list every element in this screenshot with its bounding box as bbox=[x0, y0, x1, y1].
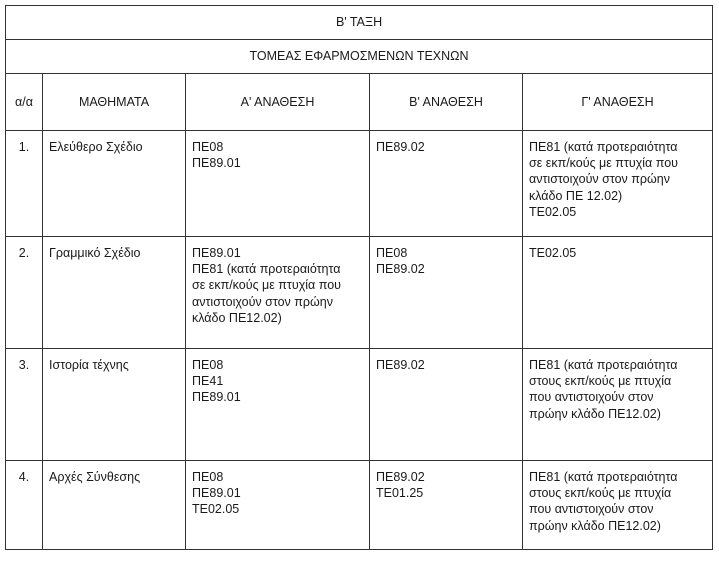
subject-cell: Αρχές Σύνθεσης bbox=[43, 461, 186, 550]
header-row bbox=[6, 74, 713, 131]
assignment-table bbox=[5, 5, 713, 550]
cell-line: ΠΕ81 (κατά προτεραιότητα bbox=[192, 262, 341, 277]
cell-line: κλάδο ΠΕ12.02) bbox=[192, 310, 282, 325]
cell-line: στους εκπ/κούς με πτυχία bbox=[529, 374, 672, 389]
cell-line: ΤΕ02.05 bbox=[192, 502, 240, 517]
header-third-assignment: Γ' ΑΝΑΘΕΣΗ bbox=[523, 74, 713, 131]
first-assignment-cell bbox=[186, 237, 370, 349]
row-number: 2. bbox=[6, 237, 43, 349]
first-assignment-cell bbox=[186, 461, 370, 550]
sector-title: ΤΟΜΕΑΣ ΕΦΑΡΜΟΣΜΕΝΩΝ ΤΕΧΝΩΝ bbox=[6, 40, 713, 74]
cell-line: πρώην κλάδο ΠΕ12.02) bbox=[529, 518, 661, 533]
cell-line: ΠΕ89.02 bbox=[376, 140, 425, 154]
second-assignment-cell bbox=[370, 131, 523, 237]
cell-line: ΠΕ08 bbox=[192, 470, 224, 484]
second-assignment-cell bbox=[370, 461, 523, 550]
cell-line: σε εκπ/κούς με πτυχία που bbox=[192, 278, 341, 293]
cell-line: που αντιστοιχούν στον bbox=[529, 502, 654, 517]
subject-cell: Ιστορία τέχνης bbox=[43, 349, 186, 461]
cell-line: ΠΕ41 bbox=[192, 374, 224, 389]
cell-line: ΤΕ02.05 bbox=[529, 246, 577, 260]
class-title: Β' ΤΑΞΗ bbox=[6, 6, 713, 40]
subject-cell: Ελεύθερο Σχέδιο bbox=[43, 131, 186, 237]
second-assignment-cell bbox=[370, 237, 523, 349]
cell-line: κλάδο ΠΕ 12.02) bbox=[529, 188, 623, 203]
cell-line: αντιστοιχούν στον πρώην bbox=[529, 172, 670, 187]
table-row bbox=[6, 461, 713, 550]
cell-line: ΠΕ89.02 bbox=[376, 358, 425, 372]
cell-line: πρώην κλάδο ΠΕ12.02) bbox=[529, 406, 661, 421]
second-assignment-cell bbox=[370, 349, 523, 461]
table-row bbox=[6, 237, 713, 349]
row-number: 4. bbox=[6, 461, 43, 550]
sector-title-row bbox=[6, 40, 713, 74]
cell-line: ΠΕ81 (κατά προτεραιότητα bbox=[529, 140, 678, 154]
cell-line: ΠΕ89.02 bbox=[376, 470, 425, 484]
header-index: α/α bbox=[6, 74, 43, 131]
table-row bbox=[6, 131, 713, 237]
cell-line: ΤΕ02.05 bbox=[529, 204, 577, 219]
third-assignment-cell bbox=[523, 349, 713, 461]
cell-line: στους εκπ/κούς με πτυχία bbox=[529, 486, 672, 501]
cell-line: ΠΕ89.01 bbox=[192, 486, 241, 501]
cell-line: ΠΕ81 (κατά προτεραιότητα bbox=[529, 358, 678, 372]
header-subjects: ΜΑΘΗΜΑΤΑ bbox=[43, 74, 186, 131]
header-second-assignment: Β' ΑΝΑΘΕΣΗ bbox=[370, 74, 523, 131]
first-assignment-cell bbox=[186, 349, 370, 461]
first-assignment-cell bbox=[186, 131, 370, 237]
cell-line: αντιστοιχούν στον πρώην bbox=[192, 294, 333, 309]
subject-cell: Γραμμικό Σχέδιο bbox=[43, 237, 186, 349]
cell-line: ΠΕ08 bbox=[192, 140, 224, 154]
cell-line: ΠΕ08 bbox=[192, 358, 224, 372]
cell-line: ΠΕ81 (κατά προτεραιότητα bbox=[529, 470, 678, 484]
third-assignment-cell bbox=[523, 237, 713, 349]
third-assignment-cell bbox=[523, 131, 713, 237]
row-number: 3. bbox=[6, 349, 43, 461]
cell-line: ΠΕ89.01 bbox=[192, 156, 241, 171]
third-assignment-cell bbox=[523, 461, 713, 550]
header-first-assignment: Α' ΑΝΑΘΕΣΗ bbox=[186, 74, 370, 131]
assignment-table-container bbox=[5, 5, 712, 550]
cell-line: ΠΕ89.01 bbox=[192, 246, 241, 260]
class-title-row bbox=[6, 6, 713, 40]
row-number: 1. bbox=[6, 131, 43, 237]
cell-line: ΤΕ01.25 bbox=[376, 486, 424, 501]
cell-line: ΠΕ08 bbox=[376, 246, 408, 260]
cell-line: ΠΕ89.02 bbox=[376, 262, 425, 277]
table-row bbox=[6, 349, 713, 461]
cell-line: που αντιστοιχούν στον bbox=[529, 390, 654, 405]
cell-line: σε εκπ/κούς με πτυχία που bbox=[529, 156, 678, 171]
cell-line: ΠΕ89.01 bbox=[192, 390, 241, 405]
